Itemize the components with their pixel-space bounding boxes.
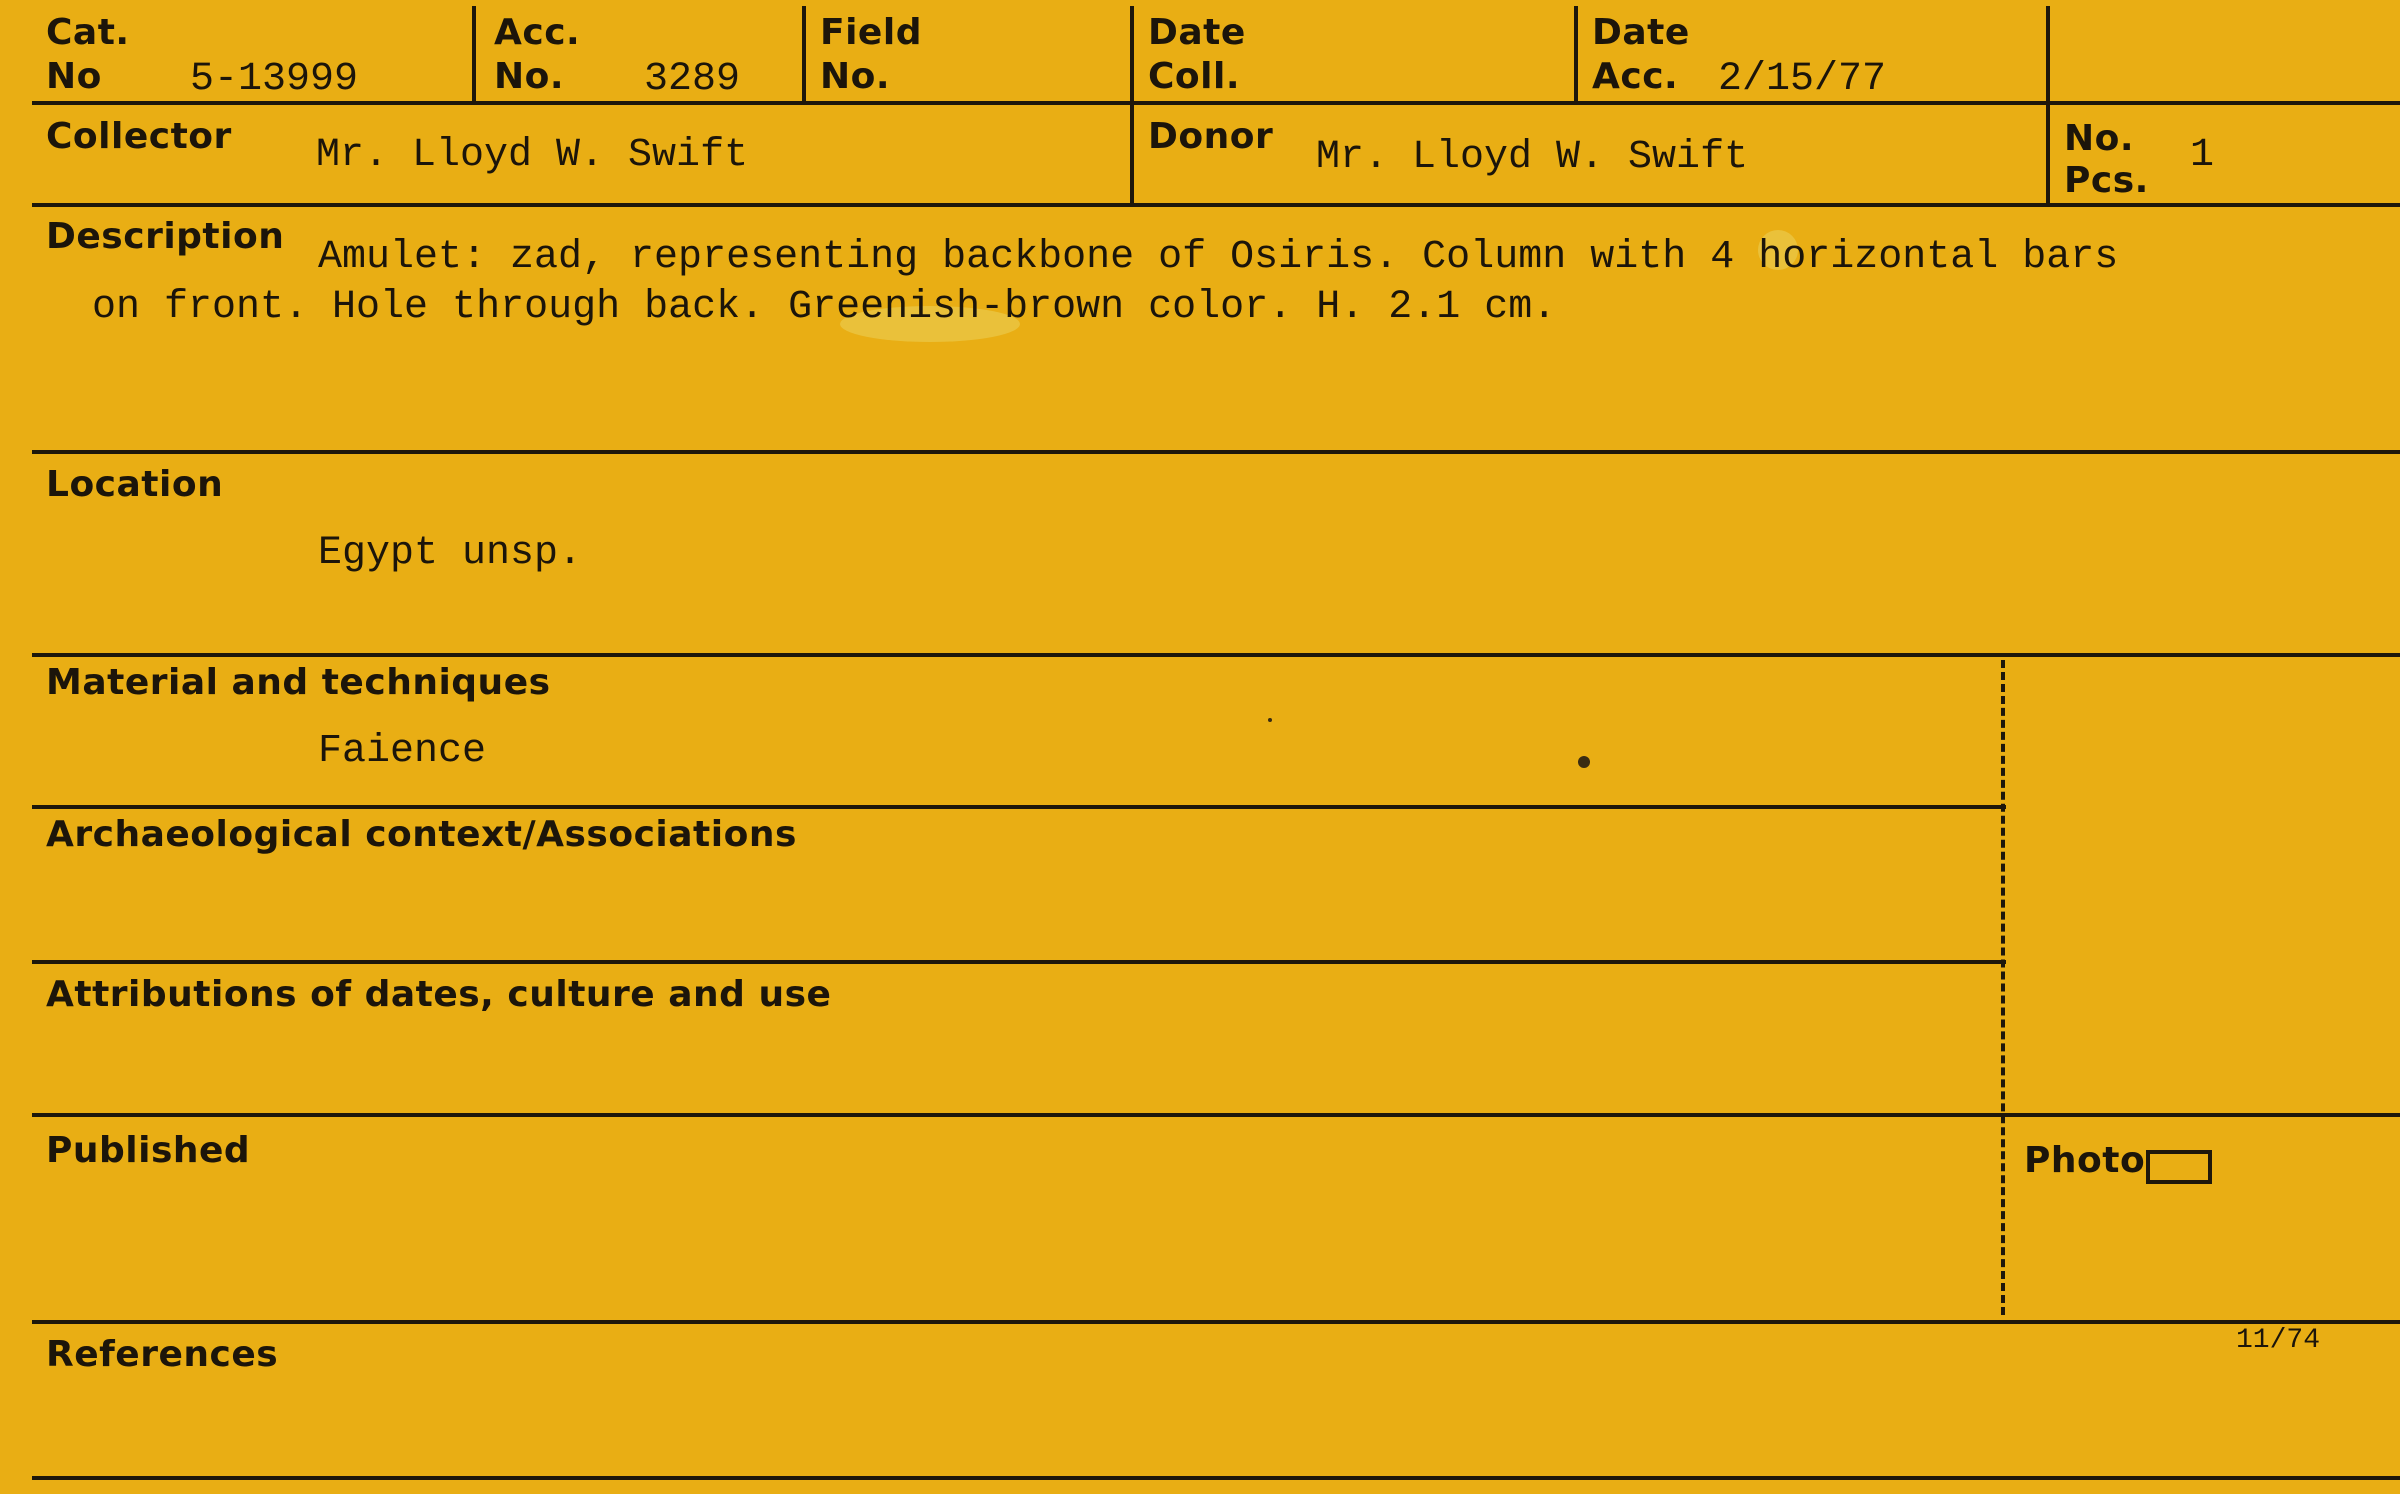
description-line-2: on front. Hole through back. Greenish-brown color. H. 2.1 cm. — [92, 285, 1557, 330]
collector-label: Collector — [46, 116, 232, 157]
donor-label: Donor — [1148, 116, 1274, 157]
date-acc-value: 2/15/77 — [1718, 57, 1887, 102]
archaeological-label: Archaeological context/Associations — [46, 814, 797, 855]
cat-no-label: No — [46, 56, 102, 97]
divider — [32, 450, 2400, 454]
divider — [32, 1113, 2400, 1117]
published-label: Published — [46, 1130, 251, 1171]
photo-label: Photo — [2024, 1140, 2146, 1181]
field-label: Field — [820, 12, 922, 53]
location-value: Egypt unsp. — [318, 531, 583, 576]
divider — [32, 1476, 2400, 1480]
photo-checkbox[interactable] — [2146, 1150, 2212, 1184]
form-code: 11/74 — [2236, 1325, 2321, 1356]
description-label: Description — [46, 216, 285, 257]
material-value: Faience — [318, 729, 487, 774]
date-acc-label-2: Acc. — [1592, 56, 1679, 97]
divider — [32, 1320, 2400, 1324]
pcs-value: 1 — [2190, 133, 2215, 178]
cat-label: Cat. — [46, 12, 130, 53]
divider — [32, 101, 2400, 105]
speck-mark — [1268, 718, 1272, 722]
divider — [1574, 6, 1578, 103]
divider — [32, 653, 2400, 657]
pcs-label: Pcs. — [2064, 160, 2149, 201]
description-line-1: Amulet: zad, representing backbone of Osiris. Column with 4 horizontal bars — [318, 235, 2119, 280]
divider — [32, 805, 2006, 809]
divider — [32, 203, 2400, 207]
field-no-label: No. — [820, 56, 891, 97]
speck-mark — [1578, 756, 1590, 768]
acc-label: Acc. — [494, 12, 581, 53]
donor-value: Mr. Lloyd W. Swift — [1316, 135, 1749, 180]
date-acc-label: Date — [1592, 12, 1690, 53]
divider — [32, 960, 2006, 964]
location-label: Location — [46, 464, 224, 505]
references-label: References — [46, 1334, 279, 1375]
date-coll-label: Date — [1148, 12, 1246, 53]
dashed-divider — [2001, 660, 2005, 1315]
divider — [1130, 6, 1134, 206]
cat-number-value: 5-13999 — [190, 57, 359, 102]
acc-number-value: 3289 — [644, 57, 741, 102]
collector-value: Mr. Lloyd W. Swift — [316, 133, 749, 178]
date-coll-label-2: Coll. — [1148, 56, 1241, 97]
acc-no-label: No. — [494, 56, 565, 97]
attributions-label: Attributions of dates, culture and use — [46, 974, 832, 1015]
pcs-no-label: No. — [2064, 118, 2135, 159]
divider — [2046, 6, 2050, 206]
divider — [802, 6, 806, 103]
material-label: Material and techniques — [46, 662, 551, 703]
divider — [472, 6, 476, 103]
